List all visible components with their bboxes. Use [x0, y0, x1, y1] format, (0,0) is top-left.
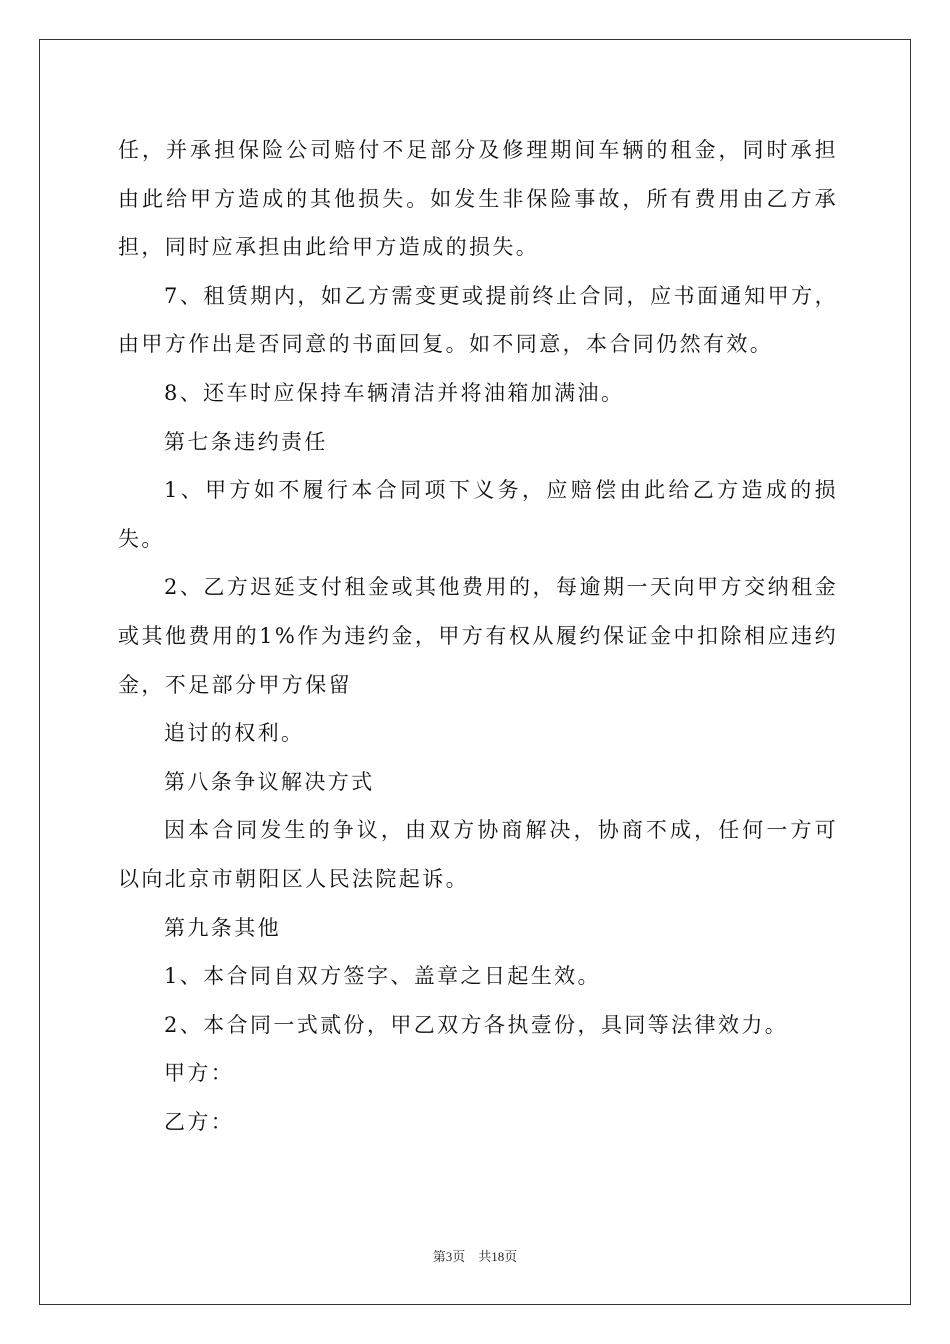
paragraph-other-1: 1、本合同自双方签字、盖章之日起生效。 — [164, 964, 601, 989]
paragraph-dispute: 因本合同发生的争议，由双方协商解决，协商不成，任何一方可以向北京市朝阳区人民法院起诉。 — [118, 818, 838, 891]
paragraph-breach-1: 1、甲方如不履行本合同项下义务，应赔偿由此给乙方造成的损失。 — [118, 478, 838, 551]
paragraph-other-2: 2、本合同一式贰份，甲乙双方各执壹份，具同等法律效力。 — [164, 1012, 789, 1037]
paragraph-breach-2: 2、乙方迟延支付租金或其他费用的，每逾期一天向甲方交纳租金或其他费用的1%作为违约金，甲方有权从履约保证金中扣除相应违约金，不足部分甲方保留 — [118, 575, 838, 697]
party-b-signature: 乙方： — [164, 1109, 235, 1134]
party-a-signature: 甲方： — [164, 1061, 235, 1086]
section-heading-9: 第九条其他 — [164, 915, 281, 940]
paragraph-item-7: 7、租赁期内，如乙方需变更或提前终止合同，应书面通知甲方，由甲方作出是否同意的书面回复。如不同意，本合同仍然有效。 — [118, 283, 838, 357]
section-heading-8: 第八条争议解决方式 — [164, 769, 375, 794]
section-heading-7: 第七条违约责任 — [164, 429, 328, 454]
page-footer: 第3页 共18页 — [432, 1249, 518, 1264]
paragraph-breach-2-continued: 追讨的权利。 — [164, 721, 305, 746]
paragraph-continuation: 任，并承担保险公司赔付不足部分及修理期间车辆的租金，同时承担由此给甲方造成的其他损失。如发生非保险事故，所有费用由乙方承担，同时应承担由此给甲方造成的损失。 — [118, 138, 838, 260]
document-body — [118, 126, 838, 1146]
paragraph-item-8: 8、还车时应保持车辆清洁并将油箱加满油。 — [164, 380, 625, 405]
